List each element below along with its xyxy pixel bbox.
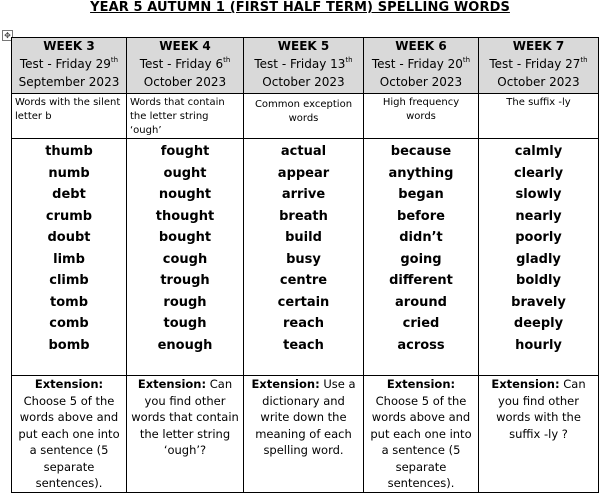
word-list xyxy=(364,139,479,376)
test-date-cell xyxy=(479,55,599,94)
test-day: Test - Friday 6 xyxy=(139,57,224,71)
page-title: YEAR 5 AUTUMN 1 (FIRST HALF TERM) SPELLING WORDS xyxy=(90,0,510,15)
extension-cell xyxy=(364,376,479,493)
spelling-word: nearly xyxy=(515,208,562,224)
spelling-word: poorly xyxy=(515,230,562,245)
test-day: Test - Friday 27 xyxy=(489,57,581,71)
spelling-word: going xyxy=(400,251,442,267)
spelling-word: appear xyxy=(277,165,330,181)
spelling-word: nought xyxy=(158,187,212,202)
spelling-word: different xyxy=(389,273,453,288)
spelling-word: enough xyxy=(157,337,213,353)
spelling-word: began xyxy=(398,187,444,202)
week-header: WEEK 6 xyxy=(364,38,479,56)
spelling-word: trough xyxy=(160,273,210,288)
spelling-table xyxy=(11,37,599,493)
description-row xyxy=(12,94,599,139)
rule-description: The suffix -ly xyxy=(479,94,599,139)
spelling-word: across xyxy=(397,337,445,353)
spelling-word: bomb xyxy=(48,337,90,353)
date-suffix: th xyxy=(345,56,353,64)
extension-label: Extension: xyxy=(386,377,456,391)
test-month: October 2023 xyxy=(497,75,580,89)
date-suffix: th xyxy=(110,56,119,64)
extension-row xyxy=(12,376,599,493)
extension-label: Extension: xyxy=(491,377,560,391)
spelling-word: because xyxy=(390,144,452,159)
spelling-word: gladly xyxy=(516,251,561,267)
spelling-word: slowly xyxy=(515,187,562,202)
spelling-word: teach xyxy=(283,337,324,353)
test-date-row xyxy=(12,55,599,94)
spelling-word: ought xyxy=(163,165,207,181)
extension-text: Choose 5 of the words above and put each one into a sentence (5 separate sentences). xyxy=(18,393,120,490)
spelling-word: before xyxy=(397,208,445,224)
week-header: WEEK 3 xyxy=(12,38,127,56)
week-header: WEEK 5 xyxy=(244,38,364,56)
spelling-word: cried xyxy=(402,316,440,331)
spelling-word: bought xyxy=(158,230,212,245)
spelling-word: climb xyxy=(49,273,89,288)
test-date-cell xyxy=(12,55,127,94)
spelling-word: anything xyxy=(388,165,454,181)
spelling-word: certain xyxy=(277,294,330,310)
test-day: Test - Friday 20 xyxy=(371,57,463,71)
spelling-word: rough xyxy=(163,294,207,310)
spelling-word: deeply xyxy=(513,316,564,331)
extension-cell xyxy=(244,376,364,493)
test-date-cell xyxy=(244,55,364,94)
date-suffix: th xyxy=(580,56,588,64)
spelling-word: numb xyxy=(48,165,90,181)
test-date-cell xyxy=(127,55,244,94)
rule-description: High frequency words xyxy=(364,94,479,139)
table-move-handle-icon[interactable]: ✥ xyxy=(2,30,13,41)
date-suffix: th xyxy=(223,56,231,64)
extension-cell xyxy=(12,376,127,493)
spelling-word: breath xyxy=(279,208,328,224)
test-month: October 2023 xyxy=(143,75,227,89)
word-list xyxy=(479,139,599,376)
date-suffix: th xyxy=(462,56,471,64)
spelling-word: didn’t xyxy=(399,230,443,245)
extension-text: Can you find other words with the suffix -ly ? xyxy=(496,377,586,441)
spelling-word: calmly xyxy=(514,144,563,159)
test-date-cell xyxy=(364,55,479,94)
week-header: WEEK 4 xyxy=(127,38,244,56)
test-month: October 2023 xyxy=(379,75,463,89)
word-list xyxy=(244,139,364,376)
word-list xyxy=(12,139,127,376)
spelling-word: tomb xyxy=(50,294,88,310)
spelling-word: limb xyxy=(53,251,85,267)
spelling-word: build xyxy=(285,230,322,245)
spelling-word: tough xyxy=(163,316,207,331)
rule-description: Common exception words xyxy=(244,94,364,139)
spelling-word: debt xyxy=(52,187,86,202)
spelling-word: arrive xyxy=(281,187,326,202)
spelling-word: bravely xyxy=(511,294,566,310)
spelling-word: reach xyxy=(283,316,324,331)
extension-label: Extension: xyxy=(34,377,104,391)
extension-text: Can you find other words that contain the letter string ‘ough’? xyxy=(131,377,239,457)
spelling-word: boldly xyxy=(516,273,561,288)
rule-description: Words that contain the letter string ‘ough’ xyxy=(127,94,244,139)
word-list xyxy=(127,139,244,376)
extension-text: Choose 5 of the words above and put each one into a sentence (5 separate sentences). xyxy=(370,393,472,490)
extension-text: Use a dictionary and write down the meaning of each spelling word. xyxy=(255,377,356,457)
extension-label: Extension: xyxy=(251,377,320,391)
test-month: September 2023 xyxy=(18,75,120,89)
word-list-row xyxy=(12,139,599,376)
test-month: October 2023 xyxy=(262,75,345,89)
spelling-word: thumb xyxy=(45,144,93,159)
spelling-word: fought xyxy=(160,144,210,159)
test-day: Test - Friday 29 xyxy=(19,57,111,71)
spelling-word: actual xyxy=(280,144,327,159)
extension-cell xyxy=(479,376,599,493)
spelling-word: doubt xyxy=(47,230,91,245)
spelling-word: comb xyxy=(49,316,89,331)
spelling-word: around xyxy=(395,294,447,310)
spelling-word: cough xyxy=(162,251,208,267)
spelling-word: hourly xyxy=(515,337,562,353)
spelling-word: busy xyxy=(286,251,321,267)
extension-cell xyxy=(127,376,244,493)
spelling-word: crumb xyxy=(45,208,93,224)
week-header-row xyxy=(12,38,599,56)
test-day: Test - Friday 13 xyxy=(254,57,346,71)
spelling-word: centre xyxy=(279,273,328,288)
spelling-word: thought xyxy=(155,208,215,224)
rule-description: Words with the silent letter b xyxy=(12,94,127,139)
spelling-word: clearly xyxy=(513,165,564,181)
extension-label: Extension: xyxy=(137,377,207,391)
week-header: WEEK 7 xyxy=(479,38,599,56)
